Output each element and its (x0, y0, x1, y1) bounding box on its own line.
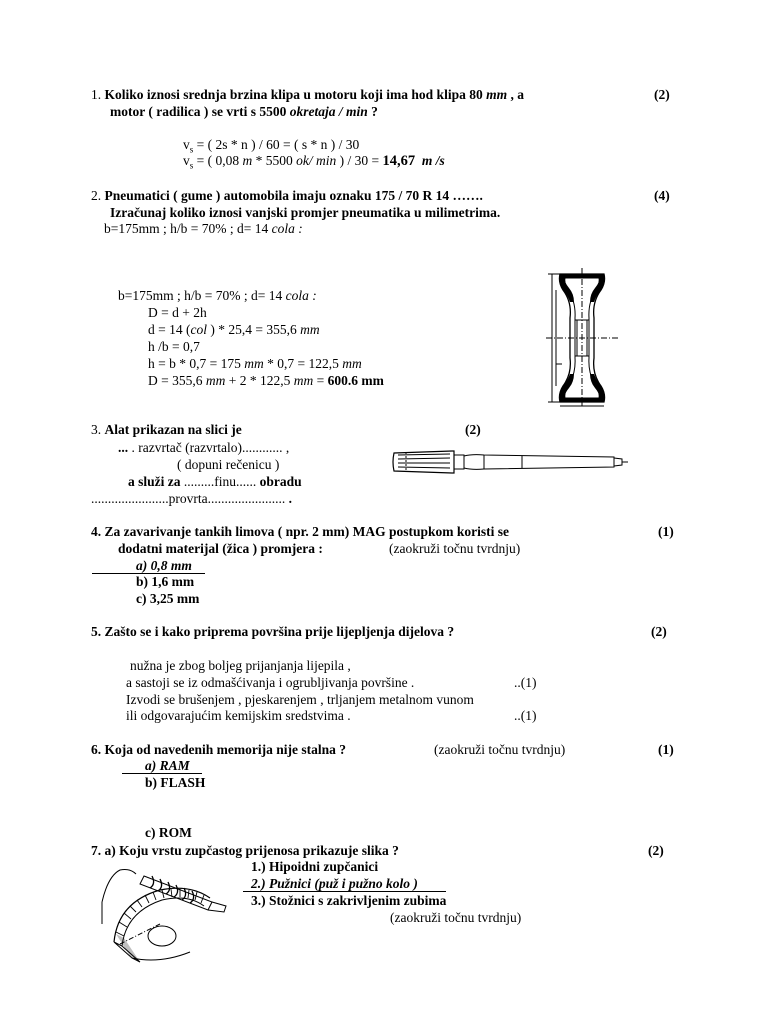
q3-l5-b: . (288, 491, 292, 506)
q2-s5-mm: mm (205, 373, 226, 388)
q6-hint: (zaokruži točnu tvrdnju) (434, 742, 566, 757)
q2-result: 600.6 mm (327, 373, 384, 388)
q2-points: (4) (654, 188, 670, 203)
q4-line1: 4. Za zavarivanje tankih limova ( npr. 2 mm) MAG postupkom koristi se (91, 524, 510, 539)
q1-unit-rpm: okretaja / min (289, 104, 368, 119)
q2-s2-b: ) * 25,4 = 355,6 (206, 322, 301, 337)
q1-text-2b: ? (371, 104, 378, 119)
q7-points: (2) (648, 843, 664, 858)
q2-solution-1: D = d + 2h (148, 305, 207, 320)
q1-text-2: motor ( radilica ) se vrti s 5500 (110, 104, 287, 119)
q2-s0-unit: cola : (285, 288, 317, 303)
q2-s5-mm2: mm (293, 373, 314, 388)
q2-s5-a: D = 355,6 (148, 373, 206, 388)
q2-s2-a: d = 14 ( (148, 322, 191, 337)
reamer-tool-figure (392, 445, 632, 479)
worm-gear-figure (100, 862, 230, 966)
q2-s5-c: = (313, 373, 328, 388)
q2-s0-text: b=175mm ; h/b = 70% ; d= 14 (118, 288, 286, 303)
q4-line2: dodatni materijal (žica ) promjera : (118, 541, 323, 556)
q2-given-text: b=175mm ; h/b = 70% ; d= 14 (104, 221, 272, 236)
q1-line1 (91, 87, 524, 103)
q7-option-3[interactable]: 3.) Stožnici s zakrivljenim zubima (251, 893, 447, 908)
q3-l5-a: .......................provrta....................... (91, 491, 289, 506)
q5-answer-1: nužna je zbog boljeg prijanjanja lijepila , (130, 658, 351, 673)
q3-number: 3. (91, 422, 102, 437)
q7-option-1[interactable]: 1.) Hipoidni zupčanici (251, 859, 379, 874)
q5-answer-2: a sastoji se iz odmašćivanja i ogrubljivanja površine . (126, 675, 415, 690)
q1-formula-2 (183, 153, 445, 174)
q6-points: (1) (658, 742, 674, 757)
q2-s2-col: col (190, 322, 207, 337)
q7-line1: 7. a) Koju vrstu zupčastog prijenosa prikazuje slika ? (91, 843, 399, 858)
q3-l4-a: a služi za (128, 474, 181, 489)
q2-number: 2. (91, 188, 102, 203)
q1-result-unit: m /s (421, 153, 445, 168)
q1-number: 1. (91, 87, 102, 102)
q7-option-2-underline (243, 891, 446, 892)
q4-option-a[interactable]: a) 0,8 mm (136, 558, 192, 573)
q6-option-b[interactable]: b) FLASH (145, 775, 206, 790)
q1-f2-v: v (183, 153, 190, 168)
q1-f1-rest: = ( 2s * n ) / 60 = ( s * n ) / 30 (193, 137, 360, 152)
q1-f2-b: * 5500 (252, 153, 297, 168)
q2-solution-4 (148, 356, 362, 372)
q1-f2-m: m (242, 153, 253, 168)
q2-s4-mm: mm (244, 356, 264, 371)
q2-text-1: Pneumatici ( gume ) automobila imaju oznaku 175 / 70 R 14 ……. (104, 188, 483, 203)
q6-option-c[interactable]: c) ROM (145, 825, 192, 840)
q4-hint: (zaokruži točnu tvrdnju) (389, 541, 521, 556)
q1-text-1b: , a (510, 87, 524, 102)
q3-line3: ( dopuni rečenicu ) (177, 457, 280, 472)
q3-line2 (118, 440, 289, 456)
q4-points: (1) (658, 524, 674, 539)
q2-s2-mm: mm (300, 322, 320, 337)
q1-points: (2) (654, 87, 670, 102)
q2-solution-5 (148, 373, 384, 389)
q3-l4-b: .........finu...... (180, 474, 260, 489)
q2-solution-3: h /b = 0,7 (148, 339, 200, 354)
q3-text-1: Alat prikazan na slici je (104, 422, 242, 437)
q3-l4-c: obradu (259, 474, 302, 489)
q2-given-unit: cola : (271, 221, 303, 236)
q2-line2: Izračunaj koliko iznosi vanjski promjer pneumatika u milimetrima. (110, 205, 501, 220)
q1-line2 (110, 104, 378, 120)
q5-answer-4-points: ..(1) (514, 708, 537, 723)
q3-l2-dots: ... (118, 440, 129, 455)
q1-f2-sub: s (189, 160, 194, 171)
q3-line1 (91, 422, 242, 438)
q1-unit-mm: mm (486, 87, 508, 102)
q5-answer-4: ili odgovarajućim kemijskim sredstvima . (126, 708, 351, 723)
q6-option-a[interactable]: a) RAM (145, 758, 190, 773)
q4-option-c[interactable]: c) 3,25 mm (136, 591, 200, 606)
q3-points: (2) (465, 422, 481, 437)
q2-s5-b: + 2 * 122,5 (225, 373, 294, 388)
q2-solution-given (118, 288, 317, 304)
q7-hint: (zaokruži točnu tvrdnju) (390, 910, 522, 925)
q1-f2-okmin: ok/ min (296, 153, 337, 168)
q1-f1-sub: s (189, 144, 194, 155)
q7-option-2[interactable]: 2.) Pužnici (puž i pužno kolo ) (251, 876, 418, 891)
q1-f2-c: ) / 30 = (336, 153, 383, 168)
q2-s4-b: * 0,7 = 122,5 (263, 356, 343, 371)
q6-option-a-underline (122, 773, 202, 774)
q6-line1: 6. Koja od navedenih memorija nije stalna ? (91, 742, 346, 757)
q5-answer-3: Izvodi se brušenjem , pjeskarenjem , trljanjem metalnom vunom (126, 692, 474, 707)
q2-s4-a: h = b * 0,7 = 175 (148, 356, 245, 371)
q2-given (104, 221, 303, 237)
q5-points: (2) (651, 624, 667, 639)
q3-line5 (91, 491, 292, 507)
q2-s4-mm2: mm (342, 356, 362, 371)
tire-cross-section-figure (540, 268, 670, 408)
q3-l2-rest: . razvrtač (razvrtalo)............ , (128, 440, 290, 455)
q1-f2-a: = ( 0,08 (193, 153, 243, 168)
q3-line4 (128, 474, 302, 490)
q5-answer-2-points: ..(1) (514, 675, 537, 690)
q5-line1: 5. Zašto se i kako priprema površina prije lijepljenja dijelova ? (91, 624, 455, 639)
q1-result: 14,67 (382, 153, 416, 169)
q1-f1-v: v (183, 137, 190, 152)
q2-line1 (91, 188, 483, 204)
q1-text-1: Koliko iznosi srednja brzina klipa u motoru koji ima hod klipa 80 (104, 87, 483, 102)
q4-option-b[interactable]: b) 1,6 mm (136, 574, 195, 589)
q2-solution-2 (148, 322, 320, 338)
